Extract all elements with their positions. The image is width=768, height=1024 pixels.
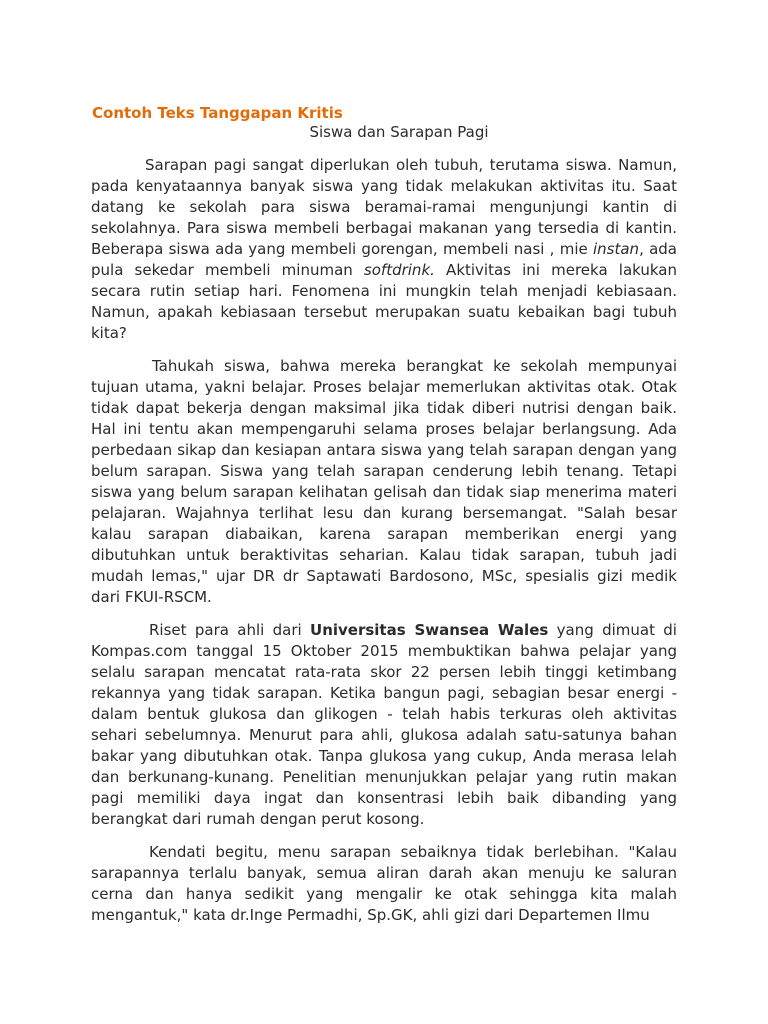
- document-body: [91, 155, 677, 938]
- paragraph-4-text: Kendati begitu, menu sarapan sebaiknya tidak berlebihan. "Kalau sarapannya terlalu banyak, semua aliran darah akan menuju ke saluran cerna dan hanya sedikit yang mengalir ke otak sehingga kita malah mengantuk," kata dr.Inge Permadhi, Sp.GK, ahli gizi dari Departemen Ilmu: [91, 843, 677, 924]
- paragraph-1: [91, 155, 677, 344]
- paragraph-1-text-a: Sarapan pagi sangat diperlukan oleh tubuh, terutama siswa. Namun, pada kenyataannya banyak siswa yang tidak melakukan aktivitas itu. Saat datang ke sekolah para siswa beramai-ramai mengunjungi kantin di sekolahnya. Para siswa membeli berbagai makanan yang tersedia di kantin. Beberapa siswa ada yang membeli gorengan, membeli nasi , mie: [91, 156, 677, 258]
- paragraph-2-text: Tahukah siswa, bahwa mereka berangkat ke sekolah mempunyai tujuan utama, yakni belajar. Proses belajar memerlukan aktivitas otak. Otak tidak dapat bekerja dengan maksimal jika tidak diberi nutrisi dengan baik. Hal ini tentu akan mempengaruhi selama proses belajar berlangsung. Ada perbedaan sikap dan kesiapan antara siswa yang telah sarapan dengan yang belum sarapan. Siswa yang telah sarapan cenderung lebih tenang. Tetapi siswa yang belum sarapan kelihatan gelisah dan tidak siap menerima materi pelajaran. Wajahnya terlihat lesu dan kurang bersemangat. "Salah besar kalau sarapan diabaikan, karena sarapan memberikan energi yang dibutuhkan untuk beraktivitas seharian. Kalau tidak sarapan, tubuh jadi mudah lemas," ujar DR dr Saptawati Bardosono, MSc, spesialis gizi medik dari FKUI-RSCM.: [91, 357, 677, 606]
- paragraph-4: [91, 842, 677, 926]
- paragraph-2: [91, 356, 677, 608]
- paragraph-1-italic-softdrink: softdrink.: [363, 261, 435, 279]
- paragraph-1-italic-instan: instan: [592, 240, 640, 258]
- document-subtitle: Siswa dan Sarapan Pagi: [309, 123, 489, 141]
- paragraph-1-text-e: Aktivitas ini mereka lakukan secara rutin setiap hari. Fenomena ini mungkin telah menjadi kebiasaan. Namun, apakah kebiasaan tersebut merupakan suatu kebaikan bagi tubuh kita?: [91, 261, 677, 342]
- paragraph-3-text-a: Riset para ahli dari: [149, 621, 311, 639]
- paragraph-3-bold-university: Universitas Swansea Wales: [310, 621, 549, 639]
- paragraph-3-text-c: yang dimuat di Kompas.com tanggal 15 Oktober 2015 membuktikan bahwa pelajar yang selalu sarapan mencatat rata-rata skor 22 persen lebih tinggi ketimbang rekannya yang tidak sarapan. Ketika bangun pagi, sebagian besar energi - dalam bentuk glukosa dan glikogen - telah habis terkuras oleh aktivitas sehari sebelumnya. Menurut para ahli, glukosa adalah satu-satunya bahan bakar yang dibutuhkan otak. Tanpa glukosa yang cukup, Anda merasa lelah dan berkunang-kunang. Penelitian menunjukkan pelajar yang rutin makan pagi memiliki daya ingat dan konsentrasi lebih baik dibanding yang berangkat dari rumah dengan perut kosong.: [91, 621, 677, 828]
- paragraph-1-text-c: , ada pula sekedar membeli minuman: [91, 240, 677, 279]
- document-heading: Contoh Teks Tanggapan Kritis: [92, 104, 343, 122]
- paragraph-3: [91, 620, 677, 830]
